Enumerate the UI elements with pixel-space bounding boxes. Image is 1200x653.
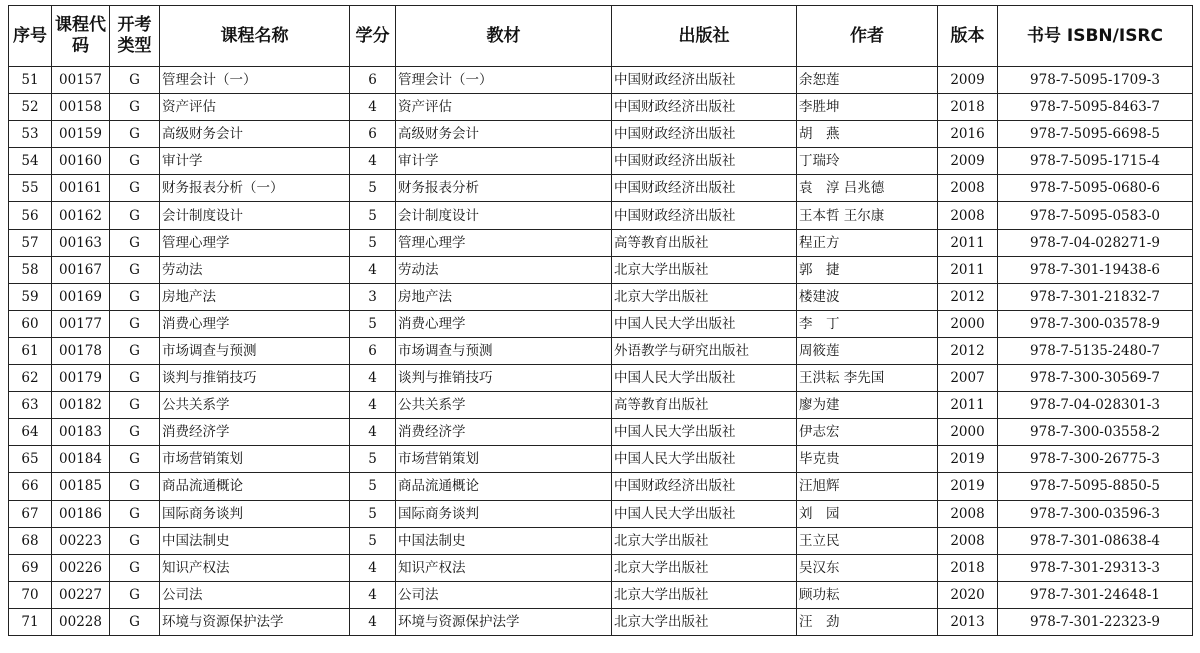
cell-textbook: 市场营销策划 <box>396 446 612 473</box>
cell-course-name: 房地产法 <box>160 283 350 310</box>
cell-publisher: 高等教育出版社 <box>612 229 797 256</box>
cell-author: 楼建波 <box>797 283 938 310</box>
cell-isbn: 978-7-301-19438-6 <box>998 256 1193 283</box>
cell-isbn: 978-7-04-028271-9 <box>998 229 1193 256</box>
cell-course-code: 00186 <box>52 500 110 527</box>
cell-author: 顾功耘 <box>797 581 938 608</box>
table-row <box>9 310 1193 337</box>
cell-publisher: 北京大学出版社 <box>612 581 797 608</box>
cell-credits: 5 <box>350 500 396 527</box>
cell-isbn: 978-7-300-03578-9 <box>998 310 1193 337</box>
cell-author: 程正方 <box>797 229 938 256</box>
cell-edition: 2018 <box>938 94 998 121</box>
cell-course-code: 00223 <box>52 527 110 554</box>
cell-credits: 6 <box>350 337 396 364</box>
cell-author: 李 丁 <box>797 310 938 337</box>
cell-publisher: 中国人民大学出版社 <box>612 419 797 446</box>
cell-textbook: 消费心理学 <box>396 310 612 337</box>
cell-seq: 52 <box>9 94 52 121</box>
table-row <box>9 283 1193 310</box>
cell-author: 李胜坤 <box>797 94 938 121</box>
cell-textbook: 管理心理学 <box>396 229 612 256</box>
table-row <box>9 365 1193 392</box>
cell-exam-type: G <box>110 148 160 175</box>
cell-edition: 2011 <box>938 229 998 256</box>
cell-publisher: 中国人民大学出版社 <box>612 446 797 473</box>
cell-exam-type: G <box>110 175 160 202</box>
cell-exam-type: G <box>110 229 160 256</box>
cell-exam-type: G <box>110 554 160 581</box>
cell-publisher: 中国财政经济出版社 <box>612 202 797 229</box>
cell-publisher: 中国财政经济出版社 <box>612 67 797 94</box>
cell-isbn: 978-7-301-24648-1 <box>998 581 1193 608</box>
table-row <box>9 527 1193 554</box>
cell-course-name: 市场调查与预测 <box>160 337 350 364</box>
table-row <box>9 175 1193 202</box>
cell-publisher: 中国人民大学出版社 <box>612 310 797 337</box>
cell-exam-type: G <box>110 121 160 148</box>
cell-course-name: 资产评估 <box>160 94 350 121</box>
cell-exam-type: G <box>110 256 160 283</box>
cell-credits: 5 <box>350 527 396 554</box>
cell-credits: 4 <box>350 365 396 392</box>
cell-course-code: 00178 <box>52 337 110 364</box>
cell-course-name: 消费心理学 <box>160 310 350 337</box>
cell-author: 余恕莲 <box>797 67 938 94</box>
cell-isbn: 978-7-300-26775-3 <box>998 446 1193 473</box>
cell-publisher: 北京大学出版社 <box>612 608 797 635</box>
cell-exam-type: G <box>110 67 160 94</box>
cell-course-code: 00227 <box>52 581 110 608</box>
cell-edition: 2012 <box>938 337 998 364</box>
cell-author: 伊志宏 <box>797 419 938 446</box>
cell-author: 吴汉东 <box>797 554 938 581</box>
cell-publisher: 外语教学与研究出版社 <box>612 337 797 364</box>
cell-edition: 2011 <box>938 256 998 283</box>
cell-exam-type: G <box>110 283 160 310</box>
cell-course-name: 知识产权法 <box>160 554 350 581</box>
cell-textbook: 公共关系学 <box>396 392 612 419</box>
cell-isbn: 978-7-5095-8850-5 <box>998 473 1193 500</box>
cell-course-name: 审计学 <box>160 148 350 175</box>
cell-author: 王立民 <box>797 527 938 554</box>
table-row <box>9 608 1193 635</box>
cell-edition: 2018 <box>938 554 998 581</box>
cell-textbook: 中国法制史 <box>396 527 612 554</box>
header-textbook: 教材 <box>396 6 612 67</box>
table-row <box>9 392 1193 419</box>
table-row <box>9 94 1193 121</box>
cell-isbn: 978-7-301-22323-9 <box>998 608 1193 635</box>
header-seq: 序号 <box>9 6 52 67</box>
cell-exam-type: G <box>110 392 160 419</box>
header-isbn: 书号 ISBN/ISRC <box>998 6 1193 67</box>
cell-publisher: 中国财政经济出版社 <box>612 175 797 202</box>
cell-credits: 5 <box>350 473 396 500</box>
header-credits: 学分 <box>350 6 396 67</box>
cell-exam-type: G <box>110 94 160 121</box>
cell-isbn: 978-7-5095-1715-4 <box>998 148 1193 175</box>
cell-seq: 53 <box>9 121 52 148</box>
cell-textbook: 市场调查与预测 <box>396 337 612 364</box>
cell-author: 袁 淳 吕兆德 <box>797 175 938 202</box>
cell-textbook: 国际商务谈判 <box>396 500 612 527</box>
table-row <box>9 148 1193 175</box>
cell-edition: 2019 <box>938 446 998 473</box>
cell-credits: 4 <box>350 419 396 446</box>
table-row <box>9 500 1193 527</box>
cell-publisher: 北京大学出版社 <box>612 527 797 554</box>
cell-isbn: 978-7-301-29313-3 <box>998 554 1193 581</box>
cell-edition: 2011 <box>938 392 998 419</box>
textbook-sheet <box>8 5 1193 636</box>
cell-seq: 56 <box>9 202 52 229</box>
cell-edition: 2000 <box>938 419 998 446</box>
cell-seq: 54 <box>9 148 52 175</box>
cell-credits: 6 <box>350 121 396 148</box>
header-row <box>9 6 1193 67</box>
cell-textbook: 财务报表分析 <box>396 175 612 202</box>
cell-textbook: 高级财务会计 <box>396 121 612 148</box>
cell-edition: 2016 <box>938 121 998 148</box>
cell-isbn: 978-7-300-03558-2 <box>998 419 1193 446</box>
table-row <box>9 581 1193 608</box>
cell-course-name: 市场营销策划 <box>160 446 350 473</box>
cell-seq: 57 <box>9 229 52 256</box>
cell-textbook: 劳动法 <box>396 256 612 283</box>
cell-course-code: 00169 <box>52 283 110 310</box>
header-publisher: 出版社 <box>612 6 797 67</box>
cell-publisher: 中国财政经济出版社 <box>612 148 797 175</box>
cell-isbn: 978-7-5095-8463-7 <box>998 94 1193 121</box>
cell-exam-type: G <box>110 419 160 446</box>
cell-publisher: 北京大学出版社 <box>612 283 797 310</box>
cell-course-name: 高级财务会计 <box>160 121 350 148</box>
cell-credits: 5 <box>350 229 396 256</box>
cell-course-name: 劳动法 <box>160 256 350 283</box>
cell-isbn: 978-7-300-03596-3 <box>998 500 1193 527</box>
cell-exam-type: G <box>110 473 160 500</box>
cell-seq: 66 <box>9 473 52 500</box>
cell-textbook: 资产评估 <box>396 94 612 121</box>
table-row <box>9 229 1193 256</box>
cell-author: 刘 园 <box>797 500 938 527</box>
cell-edition: 2000 <box>938 310 998 337</box>
cell-course-code: 00226 <box>52 554 110 581</box>
cell-credits: 4 <box>350 256 396 283</box>
cell-isbn: 978-7-300-30569-7 <box>998 365 1193 392</box>
cell-textbook: 商品流通概论 <box>396 473 612 500</box>
cell-course-name: 中国法制史 <box>160 527 350 554</box>
cell-edition: 2008 <box>938 500 998 527</box>
table-row <box>9 67 1193 94</box>
header-course-code: 课程代码 <box>52 6 110 67</box>
cell-author: 丁瑞玲 <box>797 148 938 175</box>
table-row <box>9 337 1193 364</box>
cell-edition: 2019 <box>938 473 998 500</box>
header-edition: 版本 <box>938 6 998 67</box>
cell-isbn: 978-7-5135-2480-7 <box>998 337 1193 364</box>
cell-edition: 2020 <box>938 581 998 608</box>
header-author: 作者 <box>797 6 938 67</box>
cell-credits: 4 <box>350 554 396 581</box>
cell-publisher: 中国财政经济出版社 <box>612 473 797 500</box>
cell-credits: 4 <box>350 608 396 635</box>
cell-course-name: 国际商务谈判 <box>160 500 350 527</box>
cell-seq: 58 <box>9 256 52 283</box>
cell-publisher: 北京大学出版社 <box>612 554 797 581</box>
cell-course-code: 00184 <box>52 446 110 473</box>
table-row <box>9 202 1193 229</box>
cell-course-code: 00177 <box>52 310 110 337</box>
cell-textbook: 公司法 <box>396 581 612 608</box>
cell-course-name: 管理会计（一） <box>160 67 350 94</box>
cell-credits: 4 <box>350 392 396 419</box>
cell-course-code: 00160 <box>52 148 110 175</box>
cell-author: 汪 劲 <box>797 608 938 635</box>
cell-course-name: 谈判与推销技巧 <box>160 365 350 392</box>
cell-credits: 3 <box>350 283 396 310</box>
cell-seq: 63 <box>9 392 52 419</box>
cell-credits: 5 <box>350 446 396 473</box>
cell-course-code: 00182 <box>52 392 110 419</box>
header-course-name: 课程名称 <box>160 6 350 67</box>
cell-exam-type: G <box>110 337 160 364</box>
cell-course-name: 消费经济学 <box>160 419 350 446</box>
cell-credits: 5 <box>350 310 396 337</box>
cell-publisher: 北京大学出版社 <box>612 256 797 283</box>
cell-textbook: 管理会计（一） <box>396 67 612 94</box>
cell-publisher: 中国人民大学出版社 <box>612 365 797 392</box>
cell-isbn: 978-7-04-028301-3 <box>998 392 1193 419</box>
cell-course-code: 00183 <box>52 419 110 446</box>
cell-author: 王洪耘 李先国 <box>797 365 938 392</box>
cell-seq: 62 <box>9 365 52 392</box>
cell-credits: 6 <box>350 67 396 94</box>
cell-course-code: 00158 <box>52 94 110 121</box>
cell-course-code: 00179 <box>52 365 110 392</box>
cell-seq: 71 <box>9 608 52 635</box>
cell-textbook: 房地产法 <box>396 283 612 310</box>
cell-textbook: 环境与资源保护法学 <box>396 608 612 635</box>
cell-credits: 4 <box>350 581 396 608</box>
cell-textbook: 知识产权法 <box>396 554 612 581</box>
cell-course-code: 00163 <box>52 229 110 256</box>
table-row <box>9 446 1193 473</box>
cell-edition: 2007 <box>938 365 998 392</box>
table-row <box>9 256 1193 283</box>
cell-seq: 67 <box>9 500 52 527</box>
table-body <box>9 67 1193 636</box>
cell-publisher: 中国财政经济出版社 <box>612 94 797 121</box>
cell-edition: 2013 <box>938 608 998 635</box>
cell-seq: 69 <box>9 554 52 581</box>
cell-exam-type: G <box>110 202 160 229</box>
cell-isbn: 978-7-5095-0680-6 <box>998 175 1193 202</box>
cell-author: 王本哲 王尔康 <box>797 202 938 229</box>
cell-course-code: 00228 <box>52 608 110 635</box>
cell-course-code: 00159 <box>52 121 110 148</box>
cell-isbn: 978-7-5095-6698-5 <box>998 121 1193 148</box>
cell-course-name: 会计制度设计 <box>160 202 350 229</box>
cell-publisher: 中国人民大学出版社 <box>612 500 797 527</box>
cell-edition: 2009 <box>938 148 998 175</box>
cell-edition: 2012 <box>938 283 998 310</box>
cell-publisher: 高等教育出版社 <box>612 392 797 419</box>
cell-exam-type: G <box>110 608 160 635</box>
cell-exam-type: G <box>110 365 160 392</box>
cell-textbook: 谈判与推销技巧 <box>396 365 612 392</box>
cell-course-name: 公共关系学 <box>160 392 350 419</box>
cell-course-code: 00161 <box>52 175 110 202</box>
table-row <box>9 121 1193 148</box>
cell-seq: 64 <box>9 419 52 446</box>
cell-exam-type: G <box>110 527 160 554</box>
cell-seq: 60 <box>9 310 52 337</box>
cell-edition: 2008 <box>938 527 998 554</box>
cell-seq: 51 <box>9 67 52 94</box>
cell-isbn: 978-7-5095-1709-3 <box>998 67 1193 94</box>
cell-course-code: 00157 <box>52 67 110 94</box>
cell-course-name: 管理心理学 <box>160 229 350 256</box>
table-row <box>9 473 1193 500</box>
cell-seq: 68 <box>9 527 52 554</box>
cell-credits: 5 <box>350 202 396 229</box>
cell-textbook: 审计学 <box>396 148 612 175</box>
cell-seq: 61 <box>9 337 52 364</box>
cell-author: 胡 燕 <box>797 121 938 148</box>
cell-author: 周筱莲 <box>797 337 938 364</box>
cell-edition: 2008 <box>938 202 998 229</box>
cell-isbn: 978-7-301-08638-4 <box>998 527 1193 554</box>
cell-author: 汪旭辉 <box>797 473 938 500</box>
table-row <box>9 554 1193 581</box>
cell-publisher: 中国财政经济出版社 <box>612 121 797 148</box>
cell-textbook: 消费经济学 <box>396 419 612 446</box>
cell-credits: 4 <box>350 94 396 121</box>
cell-course-name: 公司法 <box>160 581 350 608</box>
cell-isbn: 978-7-5095-0583-0 <box>998 202 1193 229</box>
cell-isbn: 978-7-301-21832-7 <box>998 283 1193 310</box>
cell-author: 郭 捷 <box>797 256 938 283</box>
cell-author: 毕克贵 <box>797 446 938 473</box>
cell-course-name: 财务报表分析（一） <box>160 175 350 202</box>
cell-course-name: 环境与资源保护法学 <box>160 608 350 635</box>
cell-edition: 2009 <box>938 67 998 94</box>
cell-seq: 55 <box>9 175 52 202</box>
cell-course-code: 00162 <box>52 202 110 229</box>
cell-exam-type: G <box>110 500 160 527</box>
cell-seq: 65 <box>9 446 52 473</box>
textbook-table <box>8 5 1193 636</box>
cell-textbook: 会计制度设计 <box>396 202 612 229</box>
cell-seq: 59 <box>9 283 52 310</box>
cell-exam-type: G <box>110 581 160 608</box>
cell-credits: 4 <box>350 148 396 175</box>
cell-seq: 70 <box>9 581 52 608</box>
cell-course-code: 00185 <box>52 473 110 500</box>
cell-exam-type: G <box>110 310 160 337</box>
cell-credits: 5 <box>350 175 396 202</box>
cell-course-name: 商品流通概论 <box>160 473 350 500</box>
cell-author: 廖为建 <box>797 392 938 419</box>
header-exam-type: 开考类型 <box>110 6 160 67</box>
table-row <box>9 419 1193 446</box>
cell-course-code: 00167 <box>52 256 110 283</box>
cell-exam-type: G <box>110 446 160 473</box>
cell-edition: 2008 <box>938 175 998 202</box>
